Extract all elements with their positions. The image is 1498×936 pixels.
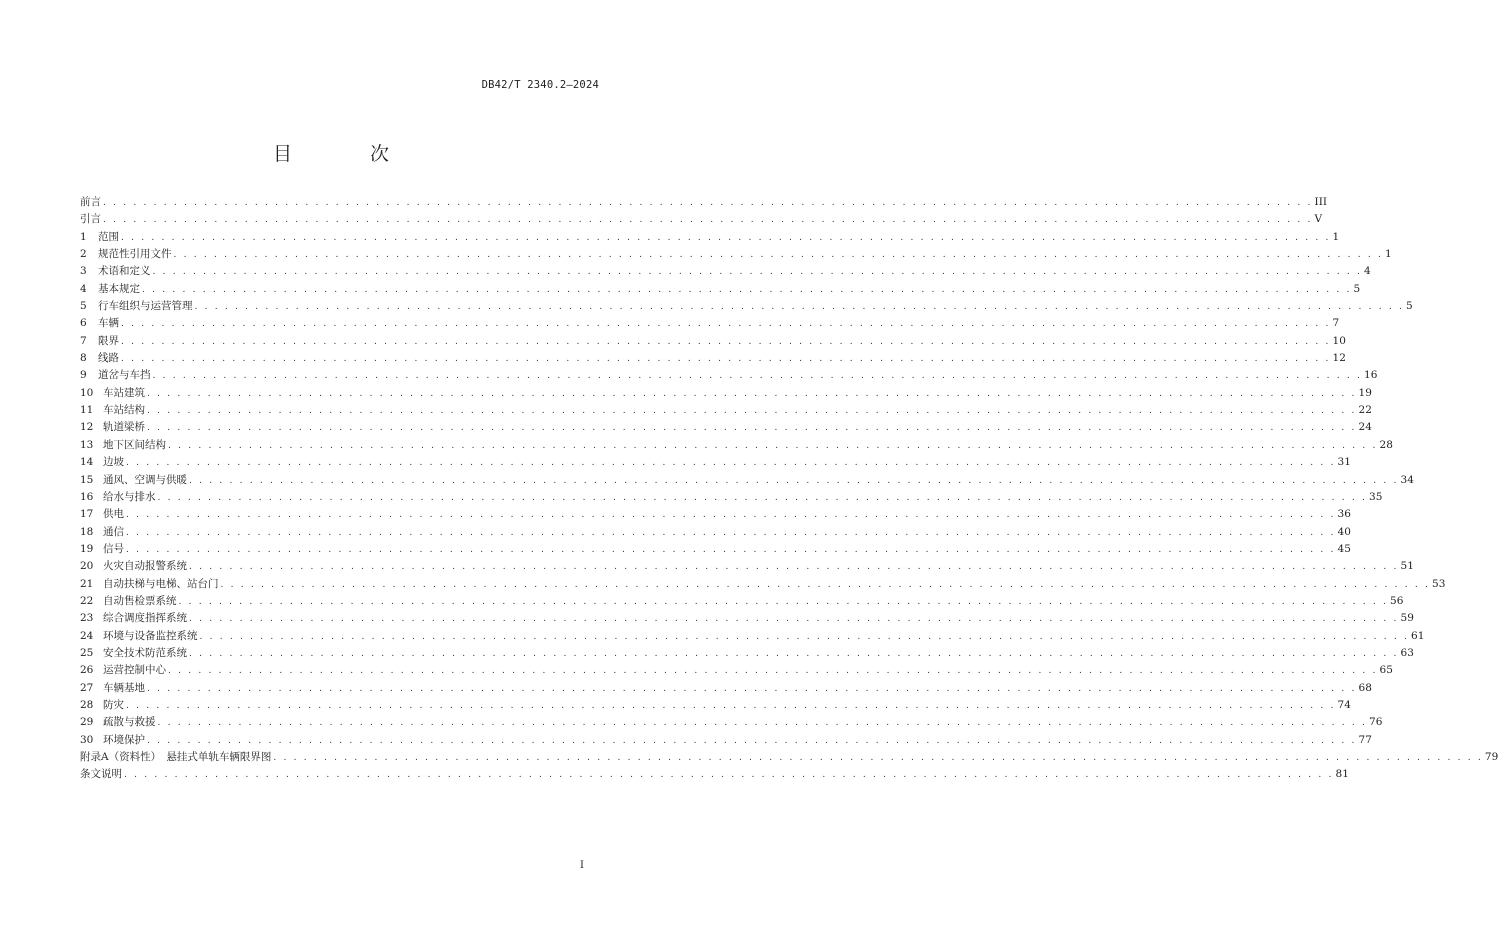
toc-entry[interactable] bbox=[80, 541, 1351, 558]
toc-leader-dots: . . . . . . . . . . . . . . . . . . . . . . . . . . . . . . . . . . . . . . . . . . . . . . . . . . . . . . . . . . . . . . . . . . . . . . . . . . . . . . . . . . . . . . . . . . . . . . . . . . . . . . . . . . . . . . . . . . . . . . . . bbox=[142, 284, 1352, 295]
toc-entry[interactable] bbox=[80, 211, 1323, 228]
document-code: DB42/T 2340.2—2024 bbox=[481, 79, 599, 91]
toc-entry[interactable] bbox=[80, 263, 1371, 280]
toc-entry-label: 信号 bbox=[103, 542, 124, 555]
toc-entry-number: 21 bbox=[80, 577, 94, 590]
toc-entry[interactable] bbox=[80, 402, 1372, 419]
toc-entry[interactable] bbox=[80, 628, 1425, 645]
toc-entry-number: 29 bbox=[80, 716, 94, 729]
toc-entry-label: 引言 bbox=[80, 213, 101, 226]
toc-leader-dots: . . . . . . . . . . . . . . . . . . . . . . . . . . . . . . . . . . . . . . . . . . . . . . . . . . . . . . . . . . . . . . . . . . . . . . . . . . . . . . . . . . . . . . . . . . . . . . . . . . . . . . . . . . . . . . . . . . . . . . . . bbox=[152, 371, 1363, 382]
toc-entry-label: 线路 bbox=[98, 352, 119, 365]
toc-entry[interactable] bbox=[80, 506, 1351, 523]
toc-entry[interactable] bbox=[80, 645, 1414, 662]
toc-leader-dots: . . . . . . . . . . . . . . . . . . . . . . . . . . . . . . . . . . . . . . . . . . . . . . . . . . . . . . . . . . . . . . . . . . . . . . . . . . . . . . . . . . . . . . . . . . . . . . . . . . . . . . . . . . . . . . . . . . . . . . . . bbox=[147, 388, 1357, 399]
toc-entry[interactable] bbox=[80, 489, 1383, 506]
toc-entry-number: 15 bbox=[80, 473, 94, 486]
toc-entry-page: 53 bbox=[1432, 577, 1446, 590]
toc-leader-dots: . . . . . . . . . . . . . . . . . . . . . . . . . . . . . . . . . . . . . . . . . . . . . . . . . . . . . . . . . . . . . . . . . . . . . . . . . . . . . . . . . . . . . . . . . . . . . . . . . . . . . . . . . . . . . . . . . . . . . . . . bbox=[168, 666, 1378, 677]
toc-entry[interactable] bbox=[80, 662, 1393, 679]
toc-entry-number: 14 bbox=[80, 456, 94, 469]
toc-entry-number: 10 bbox=[80, 386, 94, 399]
toc-entry-number: 9 bbox=[80, 369, 87, 382]
toc-leader-dots: . . . . . . . . . . . . . . . . . . . . . . . . . . . . . . . . . . . . . . . . . . . . . . . . . . . . . . . . . . . . . . . . . . . . . . . . . . . . . . . . . . . . . . . . . . . . . . . . . . . . . . . . . . . . . . . . . . . . . . . . bbox=[157, 492, 1368, 503]
toc-entry-page: 68 bbox=[1358, 681, 1372, 694]
toc-entry-label: 车辆 bbox=[98, 317, 119, 330]
toc-leader-dots: . . . . . . . . . . . . . . . . . . . . . . . . . . . . . . . . . . . . . . . . . . . . . . . . . . . . . . . . . . . . . . . . . . . . . . . . . . . . . . . . . . . . . . . . . . . . . . . . . . . . . . . . . . . . . . . . . . . . . . . . bbox=[178, 596, 1389, 607]
toc-entry-label: 术语和定义 bbox=[98, 265, 151, 278]
toc-leader-dots: . . . . . . . . . . . . . . . . . . . . . . . . . . . . . . . . . . . . . . . . . . . . . . . . . . . . . . . . . . . . . . . . . . . . . . . . . . . . . . . . . . . . . . . . . . . . . . . . . . . . . . . . . . . . . . . . . . . . . . . . bbox=[147, 406, 1357, 417]
toc-entry-number: 6 bbox=[80, 317, 87, 330]
toc-entry-number: 27 bbox=[80, 681, 94, 694]
toc-entry-page: 10 bbox=[1332, 334, 1346, 347]
toc-leader-dots: . . . . . . . . . . . . . . . . . . . . . . . . . . . . . . . . . . . . . . . . . . . . . . . . . . . . . . . . . . . . . . . . . . . . . . . . . . . . . . . . . . . . . . . . . . . . . . . . . . . . . . . . . . . . . . . . . . . . . . . . bbox=[147, 683, 1357, 694]
toc-leader-dots: . . . . . . . . . . . . . . . . . . . . . . . . . . . . . . . . . . . . . . . . . . . . . . . . . . . . . . . . . . . . . . . . . . . . . . . . . . . . . . . . . . . . . . . . . . . . . . . . . . . . . . . . . . . . . . . . . . . . . . . . bbox=[147, 735, 1357, 746]
toc-entry-page: 12 bbox=[1332, 352, 1346, 365]
toc-entry-label: 车站结构 bbox=[103, 404, 145, 417]
toc-entry-number: 11 bbox=[80, 404, 94, 417]
toc-entry-label: 安全技术防范系统 bbox=[103, 646, 187, 659]
toc-entry-number: 26 bbox=[80, 664, 94, 677]
toc-entry-page: III bbox=[1314, 196, 1327, 208]
toc-entry-label: 轨道梁桥 bbox=[103, 421, 145, 434]
toc-entry[interactable] bbox=[80, 558, 1414, 575]
toc-leader-dots: . . . . . . . . . . . . . . . . . . . . . . . . . . . . . . . . . . . . . . . . . . . . . . . . . . . . . . . . . . . . . . . . . . . . . . . . . . . . . . . . . . . . . . . . . . . . . . . . . . . . . . . . . . . . . . . . . . . . . . . . bbox=[173, 250, 1384, 261]
toc-entry-page: 63 bbox=[1400, 646, 1414, 659]
toc-entry-label: 车站建筑 bbox=[103, 386, 145, 399]
toc-entry-label: 自动扶梯与电梯、站台门 bbox=[103, 577, 219, 590]
toc-leader-dots: . . . . . . . . . . . . . . . . . . . . . . . . . . . . . . . . . . . . . . . . . . . . . . . . . . . . . . . . . . . . . . . . . . . . . . . . . . . . . . . . . . . . . . . . . . . . . . . . . . . . . . . . . . . . . . . . . . . . . . . . bbox=[168, 440, 1378, 451]
toc-leader-dots: . . . . . . . . . . . . . . . . . . . . . . . . . . . . . . . . . . . . . . . . . . . . . . . . . . . . . . . . . . . . . . . . . . . . . . . . . . . . . . . . . . . . . . . . . . . . . . . . . . . . . . . . . . . . . . . . . . . . . . . . bbox=[273, 753, 1483, 763]
toc-entry-number: 19 bbox=[80, 542, 94, 555]
toc-entry[interactable] bbox=[80, 714, 1383, 731]
toc-leader-dots: . . . . . . . . . . . . . . . . . . . . . . . . . . . . . . . . . . . . . . . . . . . . . . . . . . . . . . . . . . . . . . . . . . . . . . . . . . . . . . . . . . . . . . . . . . . . . . . . . . . . . . . . . . . . . . . . . . . . . . . . bbox=[220, 579, 1431, 590]
toc-entry-number: 22 bbox=[80, 594, 94, 607]
toc-entry-label: 供电 bbox=[103, 508, 124, 521]
toc-entry[interactable] bbox=[80, 472, 1414, 489]
toc-entry[interactable] bbox=[80, 333, 1346, 350]
toc-entry-label: 火灾自动报警系统 bbox=[103, 560, 187, 573]
toc-entry-page: 45 bbox=[1337, 542, 1351, 555]
toc-entry-number: 8 bbox=[80, 352, 87, 365]
toc-entry-label: 限界 bbox=[98, 334, 119, 347]
toc-entry-page: 4 bbox=[1364, 265, 1371, 278]
toc-entry-number: 18 bbox=[80, 525, 94, 538]
toc-entry-number: 4 bbox=[80, 282, 87, 295]
toc-entry-page: 40 bbox=[1337, 525, 1351, 538]
toc-entry-label: 通信 bbox=[103, 525, 124, 538]
toc-entry[interactable] bbox=[80, 610, 1414, 627]
toc-entry-number: 28 bbox=[80, 698, 94, 711]
toc-entry-number: 30 bbox=[80, 733, 94, 746]
toc-entry-page: V bbox=[1314, 213, 1323, 226]
toc-entry-number: 13 bbox=[80, 438, 94, 451]
toc-entry[interactable] bbox=[80, 350, 1346, 367]
toc-entry-page: 28 bbox=[1379, 438, 1393, 451]
toc-entry-page: 24 bbox=[1358, 421, 1372, 434]
toc-entry-label: 运营控制中心 bbox=[103, 664, 166, 677]
toc-entry[interactable] bbox=[80, 437, 1393, 454]
toc-entry-number: 17 bbox=[80, 508, 94, 521]
toc-entry[interactable] bbox=[80, 367, 1378, 384]
toc-entry[interactable] bbox=[80, 246, 1392, 263]
toc-leader-dots: . . . . . . . . . . . . . . . . . . . . . . . . . . . . . . . . . . . . . . . . . . . . . . . . . . . . . . . . . . . . . . . . . . . . . . . . . . . . . . . . . . . . . . . . . . . . . . . . . . . . . . . . . . . . . . . . . . . . . . . . bbox=[126, 510, 1336, 521]
toc-entry-label: 防灾 bbox=[103, 698, 124, 711]
toc-entry[interactable] bbox=[80, 419, 1372, 436]
toc-entry[interactable] bbox=[80, 315, 1340, 332]
toc-entry-number: 5 bbox=[80, 300, 87, 313]
toc-entry[interactable] bbox=[80, 298, 1413, 315]
toc-entry[interactable] bbox=[80, 680, 1372, 697]
toc-entry-page: 34 bbox=[1400, 473, 1414, 486]
toc-entry-label: 范围 bbox=[98, 230, 119, 243]
toc-leader-dots: . . . . . . . . . . . . . . . . . . . . . . . . . . . . . . . . . . . . . . . . . . . . . . . . . . . . . . . . . . . . . . . . . . . . . . . . . . . . . . . . . . . . . . . . . . . . . . . . . . . . . . . . . . . . . . . . . . . . . . . . bbox=[152, 267, 1363, 278]
toc-entry[interactable] bbox=[80, 766, 1349, 783]
toc-entry-label: 边坡 bbox=[103, 456, 124, 469]
toc-entry-number: 3 bbox=[80, 265, 87, 278]
toc-entry-label: 综合调度指挥系统 bbox=[103, 612, 187, 625]
toc-entry-label: 车辆基地 bbox=[103, 681, 145, 694]
page-number: I bbox=[580, 860, 584, 871]
toc-entry-number: 16 bbox=[80, 490, 94, 503]
toc-entry-page: 35 bbox=[1369, 490, 1383, 503]
toc-entry-page: 19 bbox=[1358, 386, 1372, 399]
toc-entry[interactable] bbox=[80, 749, 1498, 766]
toc-entry-number: 20 bbox=[80, 560, 94, 573]
toc-leader-dots: . . . . . . . . . . . . . . . . . . . . . . . . . . . . . . . . . . . . . . . . . . . . . . . . . . . . . . . . . . . . . . . . . . . . . . . . . . . . . . . . . . . . . . . . . . . . . . . . . . . . . . . . . . . . . . . . . . . . . . . . bbox=[126, 544, 1336, 555]
toc-entry-label: 道岔与车挡 bbox=[98, 369, 151, 382]
toc-entry-label: 给水与排水 bbox=[103, 490, 156, 503]
toc-entry[interactable] bbox=[80, 593, 1404, 610]
toc-entry-page: 81 bbox=[1335, 768, 1349, 781]
toc-entry[interactable] bbox=[80, 697, 1351, 714]
toc-leader-dots: . . . . . . . . . . . . . . . . . . . . . . . . . . . . . . . . . . . . . . . . . . . . . . . . . . . . . . . . . . . . . . . . . . . . . . . . . . . . . . . . . . . . . . . . . . . . . . . . . . . . . . . . . . . . . . . . . . . . . . . . bbox=[147, 423, 1357, 434]
toc-leader-dots: . . . . . . . . . . . . . . . . . . . . . . . . . . . . . . . . . . . . . . . . . . . . . . . . . . . . . . . . . . . . . . . . . . . . . . . . . . . . . . . . . . . . . . . . . . . . . . . . . . . . . . . . . . . . . . . . . . . . . . . . bbox=[121, 232, 1331, 243]
toc-entry-label: 自动售检票系统 bbox=[103, 594, 177, 607]
toc-entry-label: 通风、空调与供暖 bbox=[103, 473, 187, 486]
toc-entry-label: 行车组织与运营管理 bbox=[98, 300, 193, 313]
toc-entry-page: 77 bbox=[1358, 733, 1372, 746]
toc-entry-page: 56 bbox=[1390, 594, 1404, 607]
toc-entry-page: 51 bbox=[1400, 560, 1414, 573]
toc-leader-dots: . . . . . . . . . . . . . . . . . . . . . . . . . . . . . . . . . . . . . . . . . . . . . . . . . . . . . . . . . . . . . . . . . . . . . . . . . . . . . . . . . . . . . . . . . . . . . . . . . . . . . . . . . . . . . . . . . . . . . . . . bbox=[199, 631, 1410, 642]
toc-entry[interactable] bbox=[80, 194, 1327, 211]
toc-entry-page: 16 bbox=[1364, 369, 1378, 382]
toc-entry-page: 5 bbox=[1406, 300, 1413, 313]
toc-leader-dots: . . . . . . . . . . . . . . . . . . . . . . . . . . . . . . . . . . . . . . . . . . . . . . . . . . . . . . . . . . . . . . . . . . . . . . . . . . . . . . . . . . . . . . . . . . . . . . . . . . . . . . . . . . . . . . . . . . . . . . . . bbox=[126, 700, 1336, 711]
toc-leader-dots: . . . . . . . . . . . . . . . . . . . . . . . . . . . . . . . . . . . . . . . . . . . . . . . . . . . . . . . . . . . . . . . . . . . . . . . . . . . . . . . . . . . . . . . . . . . . . . . . . . . . . . . . . . . . . . . . . . . . . . . . bbox=[121, 319, 1331, 330]
toc-entry-number: 7 bbox=[80, 334, 87, 347]
toc-entry-page: 61 bbox=[1411, 629, 1425, 642]
toc-entry[interactable] bbox=[80, 524, 1351, 541]
toc-entry-page: 1 bbox=[1332, 230, 1340, 243]
toc-entry-number: 12 bbox=[80, 421, 94, 434]
toc-entry-number: 25 bbox=[80, 646, 94, 659]
toc-leader-dots: . . . . . . . . . . . . . . . . . . . . . . . . . . . . . . . . . . . . . . . . . . . . . . . . . . . . . . . . . . . . . . . . . . . . . . . . . . . . . . . . . . . . . . . . . . . . . . . . . . . . . . . . . . . . . . . . . . . . . . . . bbox=[103, 215, 1313, 226]
toc-entry-page: 5 bbox=[1353, 282, 1361, 295]
toc-entry-page: 31 bbox=[1337, 456, 1351, 469]
toc-entry[interactable] bbox=[80, 454, 1351, 471]
toc-entry[interactable] bbox=[80, 281, 1361, 298]
toc-entry-label: 环境与设备监控系统 bbox=[103, 629, 198, 642]
toc-entry-number: 23 bbox=[80, 612, 94, 625]
toc-leader-dots: . . . . . . . . . . . . . . . . . . . . . . . . . . . . . . . . . . . . . . . . . . . . . . . . . . . . . . . . . . . . . . . . . . . . . . . . . . . . . . . . . . . . . . . . . . . . . . . . . . . . . . . . . . . . . . . . . . . . . . . . bbox=[157, 718, 1368, 729]
page-title: 目 次 bbox=[272, 143, 426, 165]
toc-entry-label: 基本规定 bbox=[98, 282, 140, 295]
toc-entry-page: 79 bbox=[1484, 751, 1498, 763]
toc-leader-dots: . . . . . . . . . . . . . . . . . . . . . . . . . . . . . . . . . . . . . . . . . . . . . . . . . . . . . . . . . . . . . . . . . . . . . . . . . . . . . . . . . . . . . . . . . . . . . . . . . . . . . . . . . . . . . . . . . . . . . . . . bbox=[189, 614, 1399, 625]
toc-entry-page: 74 bbox=[1337, 698, 1351, 711]
toc-entry[interactable] bbox=[80, 576, 1446, 593]
toc-leader-dots: . . . . . . . . . . . . . . . . . . . . . . . . . . . . . . . . . . . . . . . . . . . . . . . . . . . . . . . . . . . . . . . . . . . . . . . . . . . . . . . . . . . . . . . . . . . . . . . . . . . . . . . . . . . . . . . . . . . . . . . . bbox=[121, 336, 1331, 347]
toc-entry-number: 24 bbox=[80, 629, 94, 642]
toc-entry-label: 条文说明 bbox=[80, 768, 122, 781]
toc-leader-dots: . . . . . . . . . . . . . . . . . . . . . . . . . . . . . . . . . . . . . . . . . . . . . . . . . . . . . . . . . . . . . . . . . . . . . . . . . . . . . . . . . . . . . . . . . . . . . . . . . . . . . . . . . . . . . . . . . . . . . . . . bbox=[124, 770, 1334, 781]
toc-leader-dots: . . . . . . . . . . . . . . . . . . . . . . . . . . . . . . . . . . . . . . . . . . . . . . . . . . . . . . . . . . . . . . . . . . . . . . . . . . . . . . . . . . . . . . . . . . . . . . . . . . . . . . . . . . . . . . . . . . . . . . . . bbox=[189, 648, 1399, 659]
toc-entry-page: 59 bbox=[1400, 612, 1414, 625]
toc-leader-dots: . . . . . . . . . . . . . . . . . . . . . . . . . . . . . . . . . . . . . . . . . . . . . . . . . . . . . . . . . . . . . . . . . . . . . . . . . . . . . . . . . . . . . . . . . . . . . . . . . . . . . . . . . . . . . . . . . . . . . . . . bbox=[121, 354, 1331, 365]
toc-entry-label: 环境保护 bbox=[103, 733, 145, 746]
toc-leader-dots: . . . . . . . . . . . . . . . . . . . . . . . . . . . . . . . . . . . . . . . . . . . . . . . . . . . . . . . . . . . . . . . . . . . . . . . . . . . . . . . . . . . . . . . . . . . . . . . . . . . . . . . . . . . . . . . . . . . . . . . . bbox=[126, 527, 1336, 538]
toc-entry-label: 地下区间结构 bbox=[103, 438, 166, 451]
toc-entry[interactable] bbox=[80, 732, 1372, 749]
toc-entry-number: 1 bbox=[80, 230, 87, 243]
toc-entry[interactable] bbox=[80, 229, 1340, 246]
toc-entry-number: 2 bbox=[80, 248, 87, 261]
toc-leader-dots: . . . . . . . . . . . . . . . . . . . . . . . . . . . . . . . . . . . . . . . . . . . . . . . . . . . . . . . . . . . . . . . . . . . . . . . . . . . . . . . . . . . . . . . . . . . . . . . . . . . . . . . . . . . . . . . . . . . . . . . . bbox=[103, 198, 1313, 208]
toc-entry-label: 附录A（资料性） 悬挂式单轨车辆限界图 bbox=[80, 751, 272, 763]
toc-entry-page: 1 bbox=[1385, 248, 1392, 261]
toc-entry-page: 7 bbox=[1332, 317, 1340, 330]
toc-entry[interactable] bbox=[80, 385, 1372, 402]
toc-entry-page: 36 bbox=[1337, 508, 1351, 521]
toc-entry-page: 65 bbox=[1379, 664, 1393, 677]
toc-entry-label: 疏散与救援 bbox=[103, 716, 156, 729]
toc-leader-dots: . . . . . . . . . . . . . . . . . . . . . . . . . . . . . . . . . . . . . . . . . . . . . . . . . . . . . . . . . . . . . . . . . . . . . . . . . . . . . . . . . . . . . . . . . . . . . . . . . . . . . . . . . . . . . . . . . . . . . . . . bbox=[189, 475, 1399, 486]
toc-leader-dots: . . . . . . . . . . . . . . . . . . . . . . . . . . . . . . . . . . . . . . . . . . . . . . . . . . . . . . . . . . . . . . . . . . . . . . . . . . . . . . . . . . . . . . . . . . . . . . . . . . . . . . . . . . . . . . . . . . . . . . . . bbox=[194, 302, 1405, 313]
table-of-contents bbox=[80, 194, 1498, 784]
toc-leader-dots: . . . . . . . . . . . . . . . . . . . . . . . . . . . . . . . . . . . . . . . . . . . . . . . . . . . . . . . . . . . . . . . . . . . . . . . . . . . . . . . . . . . . . . . . . . . . . . . . . . . . . . . . . . . . . . . . . . . . . . . . bbox=[189, 562, 1399, 573]
toc-entry-page: 76 bbox=[1369, 716, 1383, 729]
toc-entry-label: 规范性引用文件 bbox=[98, 248, 172, 261]
toc-entry-label: 前言 bbox=[80, 196, 101, 208]
toc-leader-dots: . . . . . . . . . . . . . . . . . . . . . . . . . . . . . . . . . . . . . . . . . . . . . . . . . . . . . . . . . . . . . . . . . . . . . . . . . . . . . . . . . . . . . . . . . . . . . . . . . . . . . . . . . . . . . . . . . . . . . . . . bbox=[126, 458, 1336, 469]
toc-entry-page: 22 bbox=[1358, 404, 1372, 417]
